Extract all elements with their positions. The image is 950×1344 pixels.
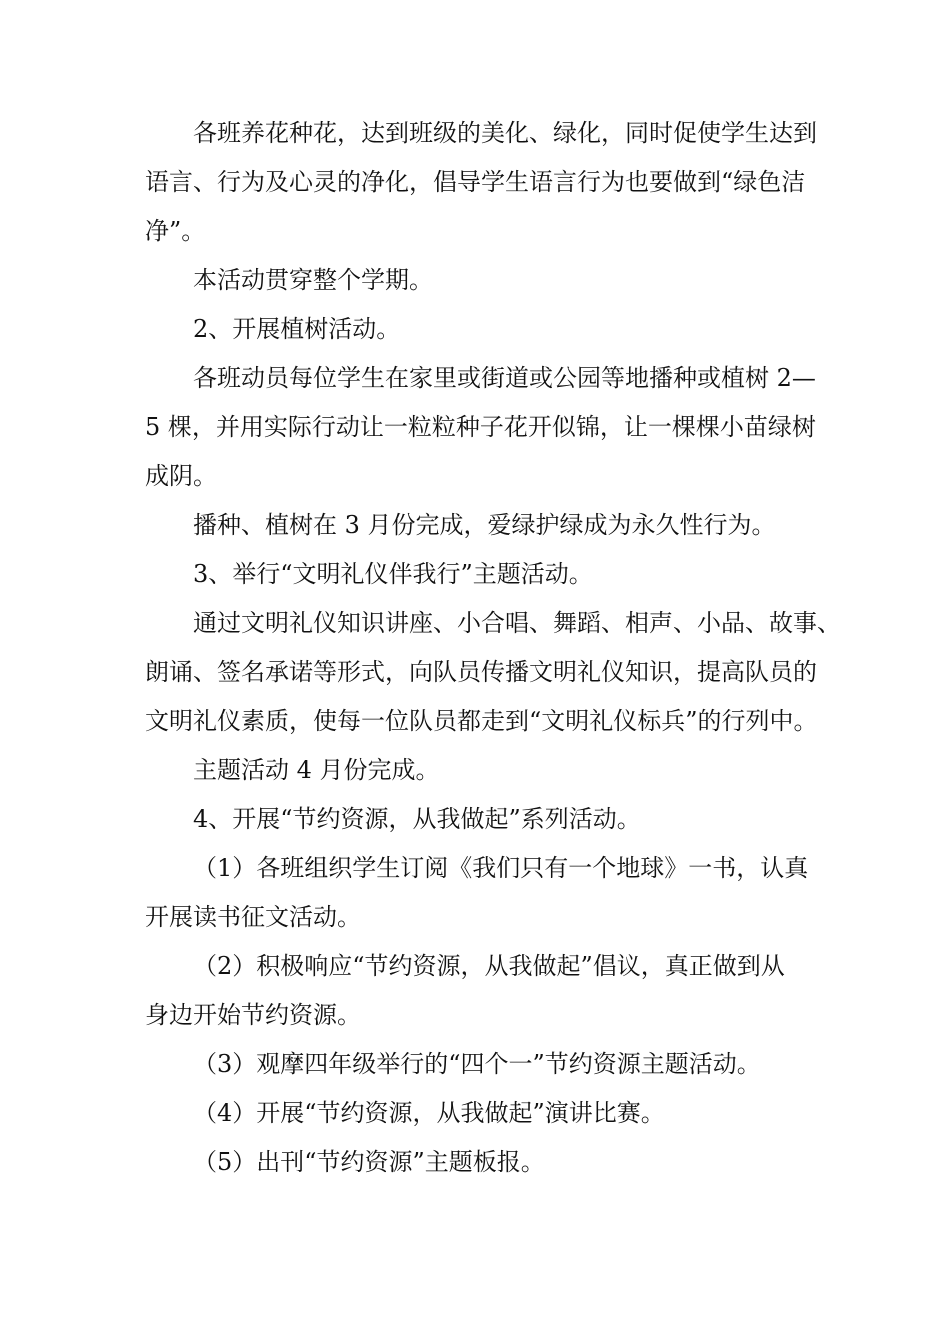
list-item-1: [145, 844, 810, 942]
section-heading-2: 2、开展植树活动。: [193, 315, 401, 343]
text-line: 通过文明礼仪知识讲座、小合唱、舞蹈、相声、小品、故事、: [193, 609, 841, 637]
paragraph-p2: 本活动贯穿整个学期。: [193, 266, 433, 294]
text-line: 身边开始节约资源。: [145, 1001, 361, 1029]
paragraph-p1: [145, 109, 817, 256]
section-heading-4: 4、开展“节约资源，从我做起”系列活动。: [193, 805, 641, 833]
text-line: （1）各班组织学生订阅《我们只有一个地球》一书，认真: [193, 854, 809, 882]
list-item-5: （5）出刊“节约资源”主题板报。: [193, 1148, 545, 1176]
list-item-4: （4）开展“节约资源，从我做起”演讲比赛。: [193, 1099, 665, 1127]
section-heading-3: 3、举行“文明礼仪伴我行”主题活动。: [193, 560, 593, 588]
document-body: [145, 109, 841, 1187]
text-line: 文明礼仪素质，使每一位队员都走到“文明礼仪标兵”的行列中。: [145, 707, 818, 735]
text-line: 各班动员每位学生在家里或街道或公园等地播种或植树 2—: [193, 364, 816, 392]
text-line: 语言、行为及心灵的净化，倡导学生语言行为也要做到“绿色洁: [145, 168, 806, 196]
paragraph-p8: 主题活动 4 月份完成。: [193, 756, 440, 784]
list-item-3: （3）观摩四年级举行的“四个一”节约资源主题活动。: [193, 1050, 761, 1078]
paragraph-p4: [145, 354, 816, 501]
paragraph-p7: [145, 599, 841, 746]
text-line: 净”。: [145, 217, 206, 245]
text-line: 成阴。: [145, 462, 217, 490]
text-line: 各班养花种花，达到班级的美化、绿化，同时促使学生达到: [193, 119, 817, 147]
text-line: 朗诵、签名承诺等形式，向队员传播文明礼仪知识，提高队员的: [145, 658, 817, 686]
list-item-2: [145, 942, 810, 1040]
text-line: 5 棵，并用实际行动让一粒粒种子花开似锦，让一棵棵小苗绿树: [145, 413, 816, 441]
text-line: （2）积极响应“节约资源，从我做起”倡议，真正做到从: [193, 952, 785, 980]
paragraph-p5: 播种、植树在 3 月份完成，爱绿护绿成为永久性行为。: [193, 511, 776, 539]
text-line: 开展读书征文活动。: [145, 903, 361, 931]
